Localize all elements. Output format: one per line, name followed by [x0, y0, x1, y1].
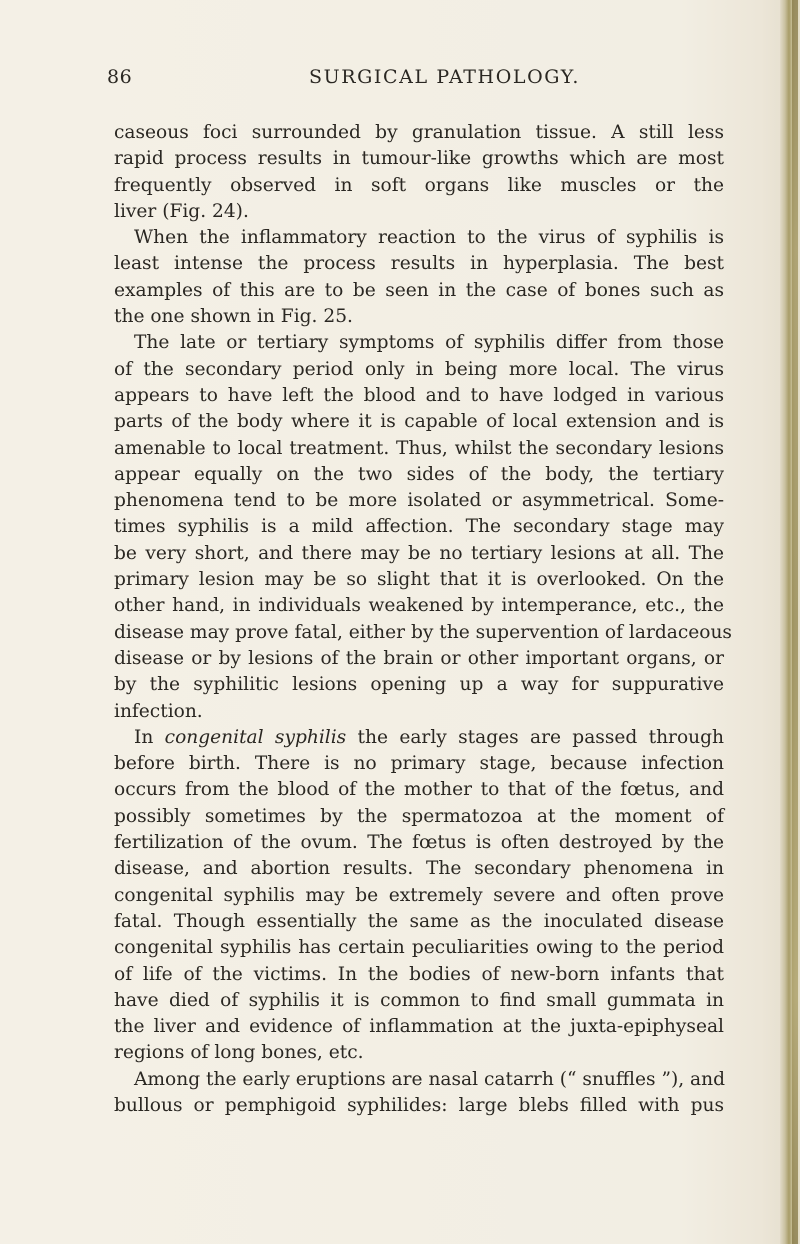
text-line: disease or by lesions of the brain or other important organs, or — [114, 647, 724, 669]
running-title: SURGICAL PATHOLOGY. — [309, 66, 581, 88]
text-line: disease, and abortion results. The secondary phenomena in — [114, 858, 724, 880]
text-line: by the syphilitic lesions opening up a way for suppurative — [114, 674, 724, 696]
text-line: the one shown in Fig. 25. — [114, 306, 353, 328]
text-line: fertilization of the ovum. The fœtus is often destroyed by the — [114, 832, 724, 854]
text-line: be very short, and there may be no tertiary lesions at all. The — [114, 542, 724, 564]
text-line — [114, 725, 724, 751]
page-edge-shadow — [792, 0, 798, 1244]
text-line: phenomena tend to be more isolated or asymmetrical. Some- — [114, 490, 724, 512]
text-line: possibly sometimes by the spermatozoa at the moment of — [114, 805, 724, 827]
text-line: regions of long bones, etc. — [114, 1042, 364, 1064]
text-line: before birth. There is no primary stage, because infection — [114, 753, 724, 775]
text-line: appear equally on the two sides of the body, the tertiary — [114, 463, 724, 485]
text-line: bullous or pemphigoid syphilides: large blebs filled with pus — [114, 1094, 724, 1116]
text-line: Among the early eruptions are nasal catarrh (“ snuffles ”), and — [134, 1068, 726, 1090]
text-line: times syphilis is a mild affection. The secondary stage may — [114, 516, 724, 538]
body-text — [114, 120, 732, 1119]
text-line: liver (Fig. 24). — [114, 200, 249, 222]
text-line: caseous foci surrounded by granulation tissue. A still less — [114, 122, 724, 143]
italic-term: congenital syphilis — [164, 726, 347, 748]
text-line: amenable to local treatment. Thus, whilst the secondary lesions — [114, 437, 724, 459]
text-line: occurs from the blood of the mother to that of the fœtus, and — [114, 779, 724, 801]
text-line: of life of the victims. In the bodies of new-born infants that — [114, 963, 724, 985]
text-line: frequently observed in soft organs like muscles or the — [114, 174, 724, 196]
text-line-rest: the early stages are passed through — [346, 726, 724, 748]
text-line-lead: In — [134, 726, 165, 748]
text-line: least intense the process results in hyperplasia. The best — [114, 253, 724, 275]
page-number: 86 — [107, 66, 133, 88]
text-line: the liver and evidence of inflammation at the juxta-epiphyseal — [114, 1016, 724, 1038]
text-line: examples of this are to be seen in the case of bones such as — [114, 279, 724, 301]
text-line: other hand, in individuals weakened by intemperance, etc., the — [114, 595, 724, 617]
text-line: parts of the body where it is capable of local extension and is — [114, 411, 724, 433]
running-head — [107, 66, 707, 96]
text-line: appears to have left the blood and to have lodged in various — [114, 384, 724, 406]
text-line: rapid process results in tumour-like growths which are most — [114, 148, 724, 170]
text-line: infection. — [114, 700, 203, 722]
text-line: have died of syphilis it is common to find small gummata in — [114, 989, 724, 1011]
text-line: primary lesion may be so slight that it is overlooked. On the — [114, 569, 724, 591]
text-line: fatal. Though essentially the same as the inoculated disease — [114, 910, 724, 932]
text-line: The late or tertiary symptoms of syphilis differ from those — [134, 332, 724, 354]
text-line: congenital syphilis may be extremely severe and often prove — [114, 884, 724, 906]
text-line: When the inflammatory reaction to the virus of syphilis is — [134, 227, 724, 249]
text-line: congenital syphilis has certain peculiarities owing to the period — [114, 937, 724, 959]
text-line: disease may prove fatal, either by the supervention of lardaceous — [114, 621, 732, 643]
text-line: of the secondary period only in being more local. The virus — [114, 358, 724, 380]
